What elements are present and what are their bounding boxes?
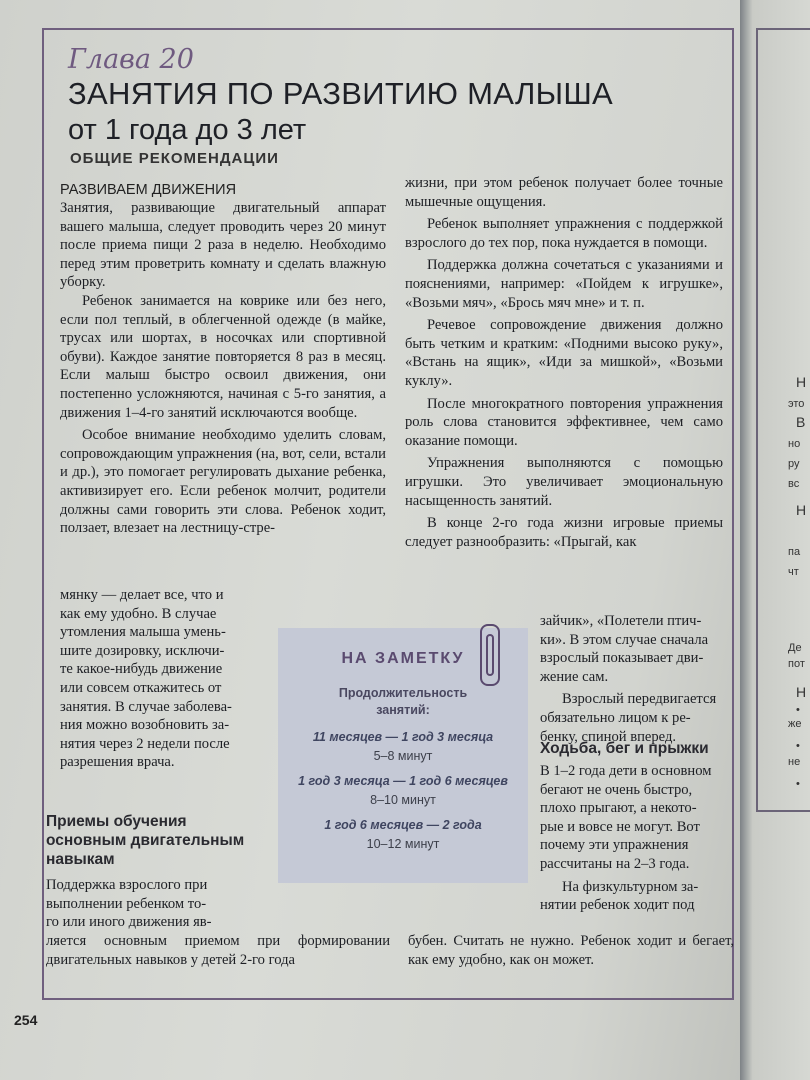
right-column bbox=[405, 174, 723, 551]
paragraph-line: Взрослый передвигается bbox=[562, 691, 717, 708]
note-box-title: НА ЗАМЕТКУ bbox=[341, 650, 465, 667]
left-column bbox=[60, 182, 386, 538]
paragraph-line: плохо прыгают, а некото- bbox=[540, 800, 697, 817]
paragraph-line: занятия. В случае заболева- bbox=[60, 698, 232, 715]
left-narrow-text bbox=[60, 586, 260, 772]
paragraph: Упражнения выполняются с помощью игрушки. Это увеличивает эмоциональную насыщенность занятий. bbox=[405, 455, 723, 509]
paragraph-line: нятия через 2 недели после bbox=[60, 735, 230, 752]
right-page-fragment: пот bbox=[788, 658, 805, 670]
paragraph-line: В 1–2 года дети в основном bbox=[540, 763, 712, 779]
right-page-fragment: Де bbox=[788, 642, 802, 654]
right-page-fragment: Н bbox=[796, 684, 807, 700]
chapter-title-age-range: от 1 года до 3 лет bbox=[68, 114, 307, 146]
right-page-fragment: но bbox=[788, 438, 801, 450]
paragraph-line: ки». В этом случае сначала bbox=[540, 631, 709, 648]
chapter-label: Глава 20 bbox=[68, 44, 194, 75]
note-age-range: 1 год 3 месяца — 1 год 6 месяцев bbox=[298, 774, 508, 788]
paragraph: жизни, при этом ребенок получает более точные мышечные ощущения. bbox=[405, 175, 723, 210]
paragraph-line: мянку — делает все, что и bbox=[60, 587, 224, 603]
right-narrow-text-2 bbox=[540, 762, 730, 915]
paragraph-line: зайчик», «Полетели птич- bbox=[540, 613, 702, 629]
paragraph-line: как ему удобно. В случае bbox=[60, 605, 217, 622]
right-tail-text bbox=[408, 932, 734, 969]
right-page-fragment: ру bbox=[788, 458, 800, 470]
page-number: 254 bbox=[14, 1012, 38, 1028]
right-page-fragment: • bbox=[796, 740, 800, 752]
book-page-right-edge bbox=[740, 0, 810, 1080]
paragraph: После многократного повторения упражнения роль слова становится эффективнее, чем само оказание помощи. bbox=[405, 395, 723, 449]
right-page-fragment: вс bbox=[788, 478, 800, 490]
paragraph-line: бегают не очень быстро, bbox=[540, 781, 693, 798]
paragraph: Поддержка должна сочетаться с указаниями и пояснениями, например: «Пойдем к игрушке», «Возьми мяч», «Брось мяч мне» и т. п. bbox=[405, 257, 723, 311]
paragraph: В конце 2-го года жизни игровые приемы следует разнообразить: «Прыгай, как bbox=[405, 515, 723, 550]
paragraph-line: На физкультурном за- bbox=[562, 878, 699, 895]
note-duration: 8–10 минут bbox=[370, 793, 436, 807]
right-page-fragment: па bbox=[788, 546, 801, 558]
note-heading: Продолжительность bbox=[338, 686, 468, 700]
paragraph-line: разрешения врача. bbox=[60, 754, 175, 771]
right-page-fragment: это bbox=[788, 398, 805, 410]
paragraph: Речевое сопровождение движения должно быть четким и кратким: «Подними высоко руку», «Встань на ящик», «Иди за мишкой», «Возьми куклу». bbox=[405, 317, 723, 389]
paragraph-line: те какое-нибудь движение bbox=[60, 661, 223, 678]
paragraph: Ребенок занимается на коврике или без него, если пол теплый, в облегченной одежде (в майке, трусах или шортах, в носочках или спортивной обуви). Каждое занятие повторяется 8 раз в месяц. Если малыш быстро освоил движения, они постепенно усложняются, начиная с 5-го занятия, а движения 1–4-го занятий исключаются вообще. bbox=[60, 292, 386, 421]
paragraph-line: или совсем откажитесь от bbox=[60, 679, 222, 696]
paragraph-line: почему эти упражнения bbox=[540, 837, 689, 854]
right-narrow-text bbox=[540, 612, 725, 746]
paragraph: бубен. Считать не нужно. Ребенок ходит и бегает, как ему удобно, как он может. bbox=[408, 933, 734, 968]
paragraph-line: го или иного движения яв- bbox=[46, 914, 212, 931]
paragraph: Ребенок выполняет упражнения с поддержкой взрослого до тех пор, пока нуждается в помощи. bbox=[405, 216, 723, 251]
paragraph-line: взрослый показывает дви- bbox=[540, 650, 704, 667]
note-box bbox=[278, 628, 528, 883]
paragraph-line: рассчитаны на 2–3 года. bbox=[540, 855, 690, 872]
chapter-title: ЗАНЯТИЯ ПО РАЗВИТИЮ МАЛЫША bbox=[68, 76, 614, 111]
paragraph-line: Поддержка взрослого при bbox=[46, 877, 208, 893]
right-page-fragment: Н bbox=[796, 502, 807, 518]
right-page-fragment: • bbox=[796, 778, 800, 790]
paragraph: Занятия, развивающие двигательный аппарат вашего малыша, следует проводить через 20 минут после приема пищи 2 раза в неделю. Необходимо перед этим проветрить комнату и сделать влажную уборку. bbox=[60, 200, 386, 291]
paragraph-line: нятии ребенок ходит под bbox=[540, 897, 695, 914]
paragraph-line: ния можно возобновить за- bbox=[60, 717, 230, 734]
right-page-fragment: не bbox=[788, 756, 801, 768]
section-heading-walking: Ходьба, бег и прыжки bbox=[540, 740, 709, 757]
section-heading-motor-skills: Приемы обучения основным двигательным навыкам bbox=[46, 813, 245, 868]
note-age-range: 11 месяцев — 1 год 3 месяца bbox=[312, 730, 494, 744]
right-page-fragment: • bbox=[796, 704, 800, 716]
paragraph-line: шите дозировку, исключи- bbox=[60, 642, 225, 659]
paragraph-line: жение сам. bbox=[540, 668, 609, 685]
note-duration: 10–12 минут bbox=[366, 837, 440, 851]
right-page-fragment: В bbox=[796, 414, 806, 430]
paragraph-line: обязательно лицом к ре- bbox=[540, 709, 691, 726]
right-page-fragment: же bbox=[788, 718, 802, 730]
paragraph: Особое внимание необходимо уделить словам, сопровождающим упражнения (на, вот, сели, встали и др.), это помогает регулировать дыхание ребенка, активизирует его. Если ребенок молчит, родители должны сами говорить эти слова. Ребенок ходит, ползает, влезает на лестницу-стре- bbox=[60, 427, 386, 537]
right-page-fragment: чт bbox=[788, 566, 799, 578]
section-subtitle: ОБЩИЕ РЕКОМЕНДАЦИИ bbox=[70, 150, 279, 167]
paragraph: ляется основным приемом при формировании двигательных навыков у детей 2-го года bbox=[46, 933, 390, 968]
paragraph-line: рые и вовсе не могут. Вот bbox=[540, 818, 700, 835]
left-tail-text bbox=[46, 932, 390, 969]
paragraph-line: выполнении ребенком то- bbox=[46, 895, 207, 912]
note-heading: занятий: bbox=[376, 703, 430, 717]
paragraph-line: бенку, спиной вперед. bbox=[540, 728, 677, 745]
left-narrow-text-2 bbox=[46, 876, 258, 932]
section-heading-movements: РАЗВИВАЕМ ДВИЖЕНИЯ bbox=[60, 182, 237, 198]
right-page-fragment: Н bbox=[796, 374, 807, 390]
note-duration: 5–8 минут bbox=[373, 749, 433, 763]
paragraph-line: утомления малыша умень- bbox=[60, 624, 226, 641]
note-age-range: 1 год 6 месяцев — 2 года bbox=[324, 818, 482, 832]
